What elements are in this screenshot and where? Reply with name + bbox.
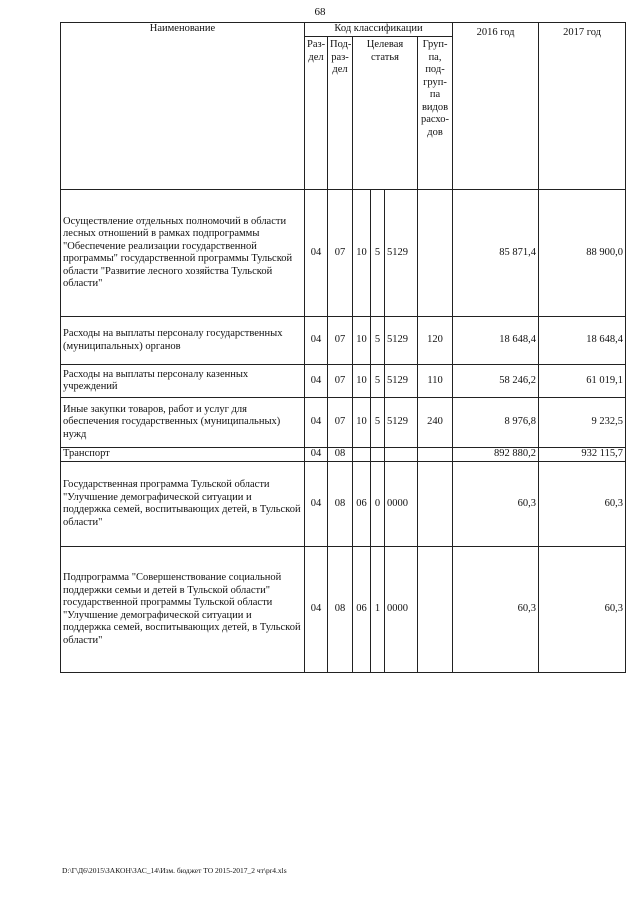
table-row (61, 462, 626, 547)
table-row (61, 317, 626, 365)
budget-table (60, 22, 626, 673)
row-subsection: 07 (328, 398, 353, 448)
row-expense-group (418, 462, 453, 547)
table-row (61, 448, 626, 462)
row-subsection: 07 (328, 365, 353, 398)
row-target-subprogram: 5 (371, 365, 385, 398)
row-target-subprogram (371, 448, 385, 462)
row-target-direction: 0000 (385, 462, 418, 547)
row-name: Государственная программа Тульской области "Улучшение демографической ситуации и поддержка семей, воспитывающих детей, в Тульской области" (61, 462, 305, 547)
table-row (61, 190, 626, 317)
row-section: 04 (305, 190, 328, 317)
row-target-direction (385, 448, 418, 462)
header-subsection: Под- раз- дел (328, 37, 353, 190)
row-expense-group (418, 547, 453, 673)
row-subsection: 07 (328, 317, 353, 365)
row-target-direction: 5129 (385, 317, 418, 365)
row-value-2017: 60,3 (539, 462, 626, 547)
row-expense-group: 120 (418, 317, 453, 365)
row-target-program: 06 (353, 462, 371, 547)
row-value-2017: 61 019,1 (539, 365, 626, 398)
row-target-program: 10 (353, 317, 371, 365)
header-year-2016: 2016 год (453, 23, 539, 190)
row-section: 04 (305, 547, 328, 673)
row-subsection: 08 (328, 547, 353, 673)
row-value-2017: 9 232,5 (539, 398, 626, 448)
page-number: 68 (314, 6, 326, 18)
table-row (61, 365, 626, 398)
row-name: Расходы на выплаты персоналу государственных (муниципальных) органов (61, 317, 305, 365)
row-target-subprogram: 5 (371, 398, 385, 448)
row-target-direction: 0000 (385, 547, 418, 673)
row-name: Осуществление отдельных полномочий в области лесных отношений в рамках подпрограммы "Обеспечение реализации государственной программы" государственной программы Тульской области "Развитие лесного хозяйства Тульской области" (61, 190, 305, 317)
row-value-2016: 8 976,8 (453, 398, 539, 448)
row-target-subprogram: 5 (371, 317, 385, 365)
header-name: Наименование (61, 23, 305, 190)
row-value-2016: 892 880,2 (453, 448, 539, 462)
row-value-2016: 85 871,4 (453, 190, 539, 317)
header-section: Раз- дел (305, 37, 328, 190)
row-subsection: 08 (328, 448, 353, 462)
row-target-direction: 5129 (385, 190, 418, 317)
row-name: Транспорт (61, 448, 305, 462)
header-classification: Код классификации (305, 23, 453, 37)
row-value-2017: 88 900,0 (539, 190, 626, 317)
row-value-2017: 60,3 (539, 547, 626, 673)
header-year-2017: 2017 год (539, 23, 626, 190)
row-target-program: 10 (353, 398, 371, 448)
row-expense-group: 110 (418, 365, 453, 398)
row-section: 04 (305, 462, 328, 547)
row-name: Расходы на выплаты персоналу казенных учреждений (61, 365, 305, 398)
row-target-direction: 5129 (385, 398, 418, 448)
row-target-subprogram: 0 (371, 462, 385, 547)
row-name: Иные закупки товаров, работ и услуг для обеспечения государственных (муниципальных) нужд (61, 398, 305, 448)
row-expense-group: 240 (418, 398, 453, 448)
header-expense-group: Груп- па, под- груп- па видов расхо- дов (418, 37, 453, 190)
header-target-article: Целевая статья (353, 37, 418, 190)
row-target-subprogram: 1 (371, 547, 385, 673)
row-subsection: 07 (328, 190, 353, 317)
row-name: Подпрограмма "Совершенствование социальной поддержки семьи и детей в Тульской области" государственной программы Тульской области "Улучшение демографической ситуации и поддержка семей, воспитывающих детей, в Тульской области" (61, 547, 305, 673)
row-target-program: 06 (353, 547, 371, 673)
row-value-2017: 932 115,7 (539, 448, 626, 462)
row-value-2016: 58 246,2 (453, 365, 539, 398)
table-row (61, 547, 626, 673)
row-target-program: 10 (353, 365, 371, 398)
row-subsection: 08 (328, 462, 353, 547)
file-path-footer: D:\Г\Д6\2015\ЗАКОН\ЗАС_14\Изм. бюджет ТО 2015-2017_2 чт\pr4.xls (62, 866, 287, 875)
row-value-2017: 18 648,4 (539, 317, 626, 365)
row-target-subprogram: 5 (371, 190, 385, 317)
table-row (61, 398, 626, 448)
row-target-program (353, 448, 371, 462)
row-expense-group (418, 190, 453, 317)
row-section: 04 (305, 448, 328, 462)
row-section: 04 (305, 398, 328, 448)
row-value-2016: 18 648,4 (453, 317, 539, 365)
row-expense-group (418, 448, 453, 462)
row-target-program: 10 (353, 190, 371, 317)
row-section: 04 (305, 317, 328, 365)
row-target-direction: 5129 (385, 365, 418, 398)
row-value-2016: 60,3 (453, 462, 539, 547)
row-value-2016: 60,3 (453, 547, 539, 673)
row-section: 04 (305, 365, 328, 398)
